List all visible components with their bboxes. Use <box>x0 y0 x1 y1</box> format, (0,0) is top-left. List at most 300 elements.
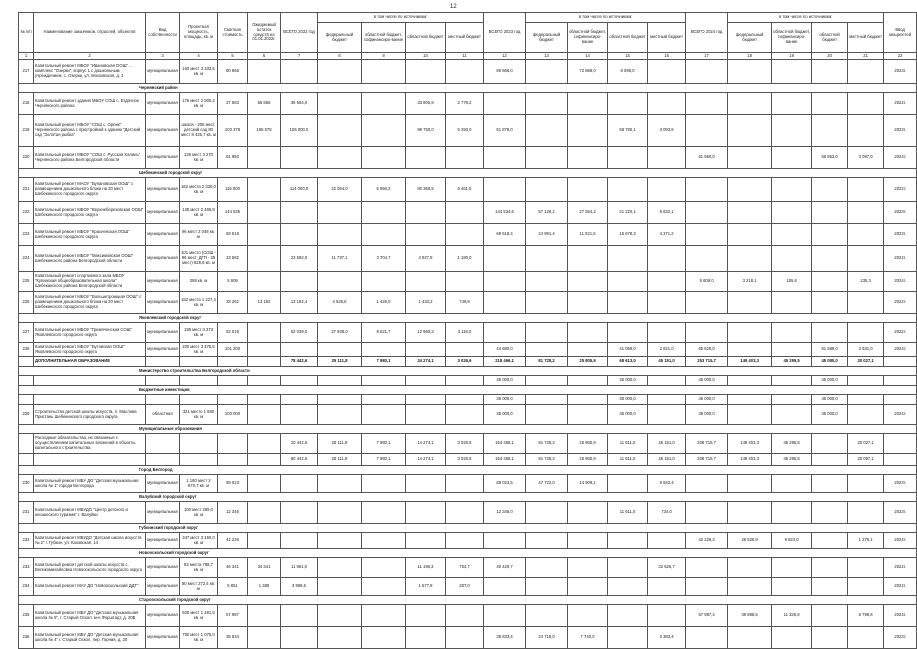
table-cell <box>812 434 848 454</box>
table-row <box>19 434 917 454</box>
table-cell <box>281 376 318 386</box>
table-cell: 149 403,3 <box>728 357 772 367</box>
table-cell <box>248 502 281 524</box>
table-cell: 2022г. <box>884 558 917 578</box>
table-cell: 5 798,8 <box>848 605 884 627</box>
table-cell: 69 023 <box>218 475 248 493</box>
table-cell <box>648 272 686 292</box>
table-cell: 12 346,0 <box>484 502 526 524</box>
table-cell <box>848 627 884 649</box>
table-cell <box>568 292 608 314</box>
column-number: 7 <box>281 53 318 60</box>
table-cell: 218 <box>19 93 34 115</box>
table-cell <box>218 395 248 405</box>
column-number: 9 <box>362 53 406 60</box>
table-cell: 55 565 <box>248 93 281 115</box>
table-cell <box>686 60 728 84</box>
table-cell <box>568 533 608 549</box>
table-cell: 3 218,1 <box>728 272 772 292</box>
table-cell <box>728 292 772 314</box>
object-name-cell: Капитальный ремонт МАОУ "Булановская ООШ" с размещением дошкольного блока на 20 мест Шебекинского городского округа <box>34 178 146 202</box>
table-cell: муниципальная <box>146 605 180 627</box>
table-cell <box>772 376 812 386</box>
table-cell <box>608 578 648 596</box>
table-cell: 225 <box>19 272 34 292</box>
table-cell <box>812 533 848 549</box>
table-cell <box>848 292 884 314</box>
column-number: 16 <box>648 53 686 60</box>
column-number: 3 <box>146 53 180 60</box>
table-cell <box>568 395 608 405</box>
table-cell: 5 609,0 <box>686 272 728 292</box>
table-cell: 45 151,0 <box>648 357 686 367</box>
table-cell: 45 295,5 <box>772 434 812 454</box>
table-cell <box>484 147 526 169</box>
table-cell <box>608 246 648 272</box>
table-cell <box>728 578 772 596</box>
header-launch: Ввод мощностей <box>884 13 917 53</box>
header-capacity: Проектная мощность, площадь, кв. м <box>180 13 218 53</box>
table-cell <box>848 115 884 147</box>
table-cell: 3 026,6 <box>446 454 484 466</box>
table-cell: 2023г. <box>884 115 917 147</box>
table-cell: 219 <box>19 115 34 147</box>
table-cell <box>728 558 772 578</box>
section-row <box>19 549 917 558</box>
table-cell <box>446 395 484 405</box>
object-name-cell: Капитальный ремонт МБОУ "Бутовская ООШ" Яковлевского городского округа <box>34 343 146 357</box>
table-row <box>19 224 917 246</box>
table-cell <box>248 405 281 425</box>
table-cell: 46 341 <box>218 558 248 578</box>
table-row <box>19 60 917 84</box>
table-cell <box>19 395 34 405</box>
table-cell: муниципальная <box>146 292 180 314</box>
table-cell <box>362 147 406 169</box>
table-cell <box>848 224 884 246</box>
table-cell <box>772 202 812 224</box>
table-cell: 200 мест 3 475,6 кв. м <box>180 343 218 357</box>
table-cell <box>812 627 848 649</box>
table-cell: 2023г. <box>884 502 917 524</box>
header-incl-2023: в том числе по источникам: <box>526 13 686 23</box>
page-number: 12 <box>450 4 457 10</box>
header-local: местный бюджет <box>648 23 686 53</box>
table-cell: 2 778,2 <box>446 93 484 115</box>
table-cell: 11 611,0 <box>608 502 648 524</box>
table-cell: 58 785,1 <box>608 115 648 147</box>
table-cell <box>446 627 484 649</box>
section-title: Чернянский район <box>19 84 917 93</box>
table-cell: 11 325,8 <box>772 605 812 627</box>
table-cell: 40 429,7 <box>484 558 526 578</box>
table-cell: 47 722,0 <box>526 475 568 493</box>
table-cell: 25 805,9 <box>568 434 608 454</box>
table-cell: 144 534,6 <box>484 202 526 224</box>
table-cell <box>648 533 686 549</box>
table-cell <box>248 475 281 493</box>
column-number: 20 <box>812 53 848 60</box>
table-cell: 6 461,5 <box>446 178 484 202</box>
column-number: 1 <box>19 53 34 60</box>
table-cell <box>812 272 848 292</box>
table-cell <box>146 454 180 466</box>
table-cell <box>526 292 568 314</box>
table-cell <box>180 395 218 405</box>
table-cell: 3 116,0 <box>446 323 484 343</box>
table-cell <box>884 376 917 386</box>
table-cell <box>362 202 406 224</box>
table-cell: 35 834 <box>218 627 248 649</box>
section-row <box>19 596 917 605</box>
table-row <box>19 292 917 314</box>
table-cell <box>318 115 362 147</box>
table-cell <box>812 202 848 224</box>
table-cell: 233 <box>19 558 34 578</box>
column-number: 4 <box>180 53 218 60</box>
table-cell <box>648 605 686 627</box>
column-number: 15 <box>608 53 648 60</box>
table-cell: 35 833,4 <box>484 627 526 649</box>
table-cell <box>318 60 362 84</box>
table-cell <box>19 434 34 454</box>
table-cell: муниципальная <box>146 115 180 147</box>
table-cell: 1 433,3 <box>406 292 446 314</box>
table-cell: 4 927,8 <box>406 246 446 272</box>
table-cell <box>362 395 406 405</box>
table-cell <box>648 395 686 405</box>
table-cell: 45 295,5 <box>772 357 812 367</box>
table-cell: 69 023,5 <box>484 475 526 493</box>
table-cell: 24 991,4 <box>526 224 568 246</box>
table-cell <box>218 376 248 386</box>
table-cell <box>812 502 848 524</box>
table-cell: муниципальная <box>146 627 180 649</box>
table-cell: 34 341 <box>248 558 281 578</box>
table-cell: 185,6 <box>772 272 812 292</box>
table-cell <box>772 475 812 493</box>
table-cell <box>406 627 446 649</box>
object-name-cell <box>34 454 146 466</box>
table-cell <box>848 405 884 425</box>
table-cell: 198 мест 3 373 кв. м <box>180 323 218 343</box>
table-cell <box>568 343 608 357</box>
table-cell <box>686 115 728 147</box>
table-cell <box>728 115 772 147</box>
table-cell <box>281 533 318 549</box>
table-cell <box>362 115 406 147</box>
table-cell: областная <box>146 405 180 425</box>
table-cell <box>406 272 446 292</box>
table-cell: 72 868,0 <box>568 60 608 84</box>
table-cell: 44 680,0 <box>484 343 526 357</box>
table-cell: 37 583 <box>218 93 248 115</box>
table-row <box>19 475 917 493</box>
table-cell <box>362 272 406 292</box>
table-cell <box>568 147 608 169</box>
table-cell: 57 987 <box>218 605 248 627</box>
table-cell: муниципальная <box>146 343 180 357</box>
table-cell: 2022г. <box>884 578 917 596</box>
table-cell <box>848 246 884 272</box>
table-cell <box>526 502 568 524</box>
table-cell <box>686 224 728 246</box>
table-cell: 100 000 <box>218 405 248 425</box>
header-total-2024: ВСЕГО 2024 год <box>686 13 728 53</box>
table-cell <box>526 115 568 147</box>
table-cell <box>772 147 812 169</box>
section-title: Министерство строительства Белгородской области <box>19 367 917 376</box>
table-cell: 1 180 мест 2 870,7 кв. м <box>180 475 218 493</box>
table-cell: 11 961,0 <box>281 558 318 578</box>
table-cell <box>812 578 848 596</box>
table-cell: 45 151,0 <box>648 454 686 466</box>
table-cell <box>362 224 406 246</box>
header-oblast: областной бюджет <box>608 23 648 53</box>
object-name-cell: Капитальный ремонт детской школы искусств с. Великомихайловка Новооскольского городского округа <box>34 558 146 578</box>
table-cell: школа - 206 мест, детский сад 80 мест 8 425,7 кв. м <box>180 115 218 147</box>
table-cell: 25 111,8 <box>318 434 362 454</box>
table-cell: муниципальная <box>146 147 180 169</box>
table-cell: 149 403,3 <box>728 454 772 466</box>
object-name-cell: Капитальный ремонт МБОУ "Ивановская ООШ" ... комплекс "Озерки", корпус 1 с дошкольным учреждением, с. Озерки, ул. Московская, д. 2 <box>34 60 146 84</box>
table-cell <box>362 343 406 357</box>
section-title: Губкинский городской округ <box>19 524 917 533</box>
table-cell <box>686 578 728 596</box>
table-row <box>19 627 917 649</box>
section-title: Муниципальные образования <box>19 425 917 434</box>
table-cell <box>848 323 884 343</box>
section-row <box>19 493 917 502</box>
table-cell <box>318 475 362 493</box>
table-cell: 1 180,0 <box>446 246 484 272</box>
table-cell: 217 <box>19 60 34 84</box>
header-expected: Ожидаемый остаток средств на 01.01.2022г. <box>248 13 281 53</box>
column-number: 11 <box>446 53 484 60</box>
table-cell: 4 371,2 <box>648 224 686 246</box>
table-cell <box>526 246 568 272</box>
table-cell <box>318 343 362 357</box>
table-cell <box>608 627 648 649</box>
table-cell: 2024г. <box>884 533 917 549</box>
table-cell: 195 578 <box>248 115 281 147</box>
table-cell: 114 000,0 <box>281 178 318 202</box>
table-cell: 11 021,5 <box>568 224 608 246</box>
table-cell <box>406 376 446 386</box>
column-number: 22 <box>884 53 917 60</box>
table-cell: 103 378 <box>218 115 248 147</box>
table-cell: 35 000,0 <box>484 376 526 386</box>
object-name-cell: Капитальный ремонт МБОУ "СОШ с. Русская Халань" Чернянского района Белгородской области <box>34 147 146 169</box>
table-cell: 11 196,3 <box>406 558 446 578</box>
header-incl-2022: в том числе по источникам: <box>318 13 484 23</box>
table-cell <box>318 93 362 115</box>
table-cell <box>848 93 884 115</box>
section-title: Старооскольский городской округ <box>19 596 917 605</box>
header-name: Наименование заказчиков, отраслей, объектов <box>34 13 146 53</box>
table-cell <box>281 395 318 405</box>
table-cell <box>19 376 34 386</box>
table-cell <box>526 343 568 357</box>
table-cell <box>884 434 917 454</box>
table-cell: 6 950,2 <box>362 178 406 202</box>
table-cell <box>728 376 772 386</box>
table-cell: 20 027,1 <box>848 434 884 454</box>
table-row <box>19 343 917 357</box>
table-cell <box>686 202 728 224</box>
table-cell <box>446 376 484 386</box>
table-cell <box>248 627 281 649</box>
table-cell <box>446 405 484 425</box>
table-cell <box>218 357 248 367</box>
column-number: 2 <box>34 53 146 60</box>
table-cell: 32 626,7 <box>648 558 686 578</box>
table-cell <box>526 93 568 115</box>
table-cell <box>248 60 281 84</box>
table-cell <box>728 343 772 357</box>
table-cell: 2024г. <box>884 272 917 292</box>
table-cell <box>362 605 406 627</box>
table-cell: 8 621,7 <box>362 323 406 343</box>
table-cell <box>406 475 446 493</box>
table-cell <box>568 115 608 147</box>
table-cell: 22 064,0 <box>318 178 362 202</box>
table-cell <box>526 147 568 169</box>
table-row <box>19 605 917 627</box>
table-cell <box>281 202 318 224</box>
object-name-cell: Капитальный ремонт МБОУ "Большетроицкая ООШ" с размещением дошкольного блока на 20 мест Шебекинского городского округа <box>34 292 146 314</box>
table-cell <box>484 246 526 272</box>
table-cell: 23 582 <box>218 246 248 272</box>
table-cell: 14 274,1 <box>406 434 446 454</box>
summary-row <box>19 357 917 367</box>
table-cell <box>608 292 648 314</box>
table-cell <box>406 395 446 405</box>
section-row <box>19 466 917 475</box>
table-cell <box>318 376 362 386</box>
table-cell: 61 878,0 <box>484 115 526 147</box>
table-cell: 2024г. <box>884 405 917 425</box>
table-cell: муниципальная <box>146 475 180 493</box>
table-cell <box>362 502 406 524</box>
table-cell <box>884 357 917 367</box>
table-cell <box>318 578 362 596</box>
table-cell <box>362 475 406 493</box>
table-cell <box>812 454 848 466</box>
table-cell <box>812 558 848 578</box>
table-cell: 220 <box>19 147 34 169</box>
table-cell <box>218 454 248 466</box>
table-cell: 20 027,1 <box>848 357 884 367</box>
table-cell <box>772 115 812 147</box>
table-cell <box>812 292 848 314</box>
table-cell <box>406 224 446 246</box>
table-body <box>19 53 917 649</box>
table-cell: 7 980,1 <box>362 454 406 466</box>
table-cell <box>281 627 318 649</box>
table-cell <box>812 475 848 493</box>
column-number: 19 <box>772 53 812 60</box>
table-cell: 25 805,9 <box>568 357 608 367</box>
table-cell: 218 466,1 <box>484 357 526 367</box>
table-cell: 13 182,4 <box>281 292 318 314</box>
table-cell <box>728 246 772 272</box>
table-cell: 45 000,0 <box>812 376 848 386</box>
table-cell <box>526 323 568 343</box>
section-row <box>19 367 917 376</box>
table-cell: 500 мест 1 481,5 кв. м <box>180 605 218 627</box>
table-cell <box>180 434 218 454</box>
object-name-cell: Капитальный ремонт МБУДО "Детская школа искусств № 2" г. Губкин, ул. Каховская, 14 <box>34 533 146 549</box>
section-title: Бюджетные инвестиции <box>19 386 917 395</box>
table-cell <box>484 323 526 343</box>
object-name-cell: Капитальный ремонт МБУ ДО "Детская музыкальная школа № 4" г. Старый Оскол, пер. Горная, д. 20 <box>34 627 146 649</box>
table-cell <box>686 93 728 115</box>
section-title: Шебекинский городской округ <box>19 169 917 178</box>
header-federal: федеральный бюджет <box>526 23 568 53</box>
table-cell <box>812 93 848 115</box>
object-name-cell <box>34 395 146 405</box>
table-row <box>19 558 917 578</box>
table-cell: 101 место (СОШ - 96 мест, ДГП - 35 мест) 928,8 кв. м <box>180 246 218 272</box>
header-total-2023: ВСЕГО 2023 год <box>484 13 526 53</box>
table-cell <box>686 627 728 649</box>
table-cell <box>248 434 281 454</box>
table-cell <box>772 578 812 596</box>
table-cell <box>812 178 848 202</box>
table-cell: 20 097,1 <box>848 454 884 466</box>
table-cell <box>772 246 812 272</box>
table-cell <box>608 605 648 627</box>
table-cell: 41 059,0 <box>608 343 648 357</box>
table-cell: 224 <box>19 246 34 272</box>
table-cell <box>728 502 772 524</box>
table-cell: 80 360,5 <box>406 178 446 202</box>
table-cell <box>686 475 728 493</box>
table-cell <box>772 558 812 578</box>
table-cell: 164 466,1 <box>484 434 526 454</box>
table-cell: 3 931,0 <box>848 343 884 357</box>
table-cell <box>848 60 884 84</box>
table-cell <box>526 533 568 549</box>
table-cell: 45 000,0 <box>686 395 728 405</box>
table-cell: 35 000,0 <box>608 376 648 386</box>
column-number: 8 <box>318 53 362 60</box>
table-cell: 10 442,6 <box>281 434 318 454</box>
table-cell <box>318 395 362 405</box>
table-cell <box>686 323 728 343</box>
table-cell: муниципальная <box>146 578 180 596</box>
section-row <box>19 386 917 395</box>
section-title: Яковлевский городской округ <box>19 314 917 323</box>
table-cell <box>248 202 281 224</box>
table-cell <box>281 405 318 425</box>
table-cell <box>180 376 218 386</box>
table-cell: 347 мест 3 150,0 кв. м <box>180 533 218 549</box>
table-cell <box>19 357 34 367</box>
table-cell <box>281 475 318 493</box>
table-cell: 138 мест 2 465,9 кв. м <box>180 202 218 224</box>
table-cell: 33 905,8 <box>406 93 446 115</box>
object-name-cell: Капитальный ремонт МБУДО "Центр детского и юношеского туризма" г. Валуйки <box>34 502 146 524</box>
column-number: 12 <box>484 53 526 60</box>
table-cell: 100 мест 289,0 кв. м <box>180 502 218 524</box>
table-cell: 3 093,9 <box>648 115 686 147</box>
object-name-cell: Капитальный ремонт МБОУ "Максимовская ООШ" Шебекинского района Белгородской области <box>34 246 146 272</box>
table-cell <box>526 558 568 578</box>
table-cell: 750 мест 1 075,0 кв. м <box>180 627 218 649</box>
table-cell: 57 128,2 <box>526 202 568 224</box>
